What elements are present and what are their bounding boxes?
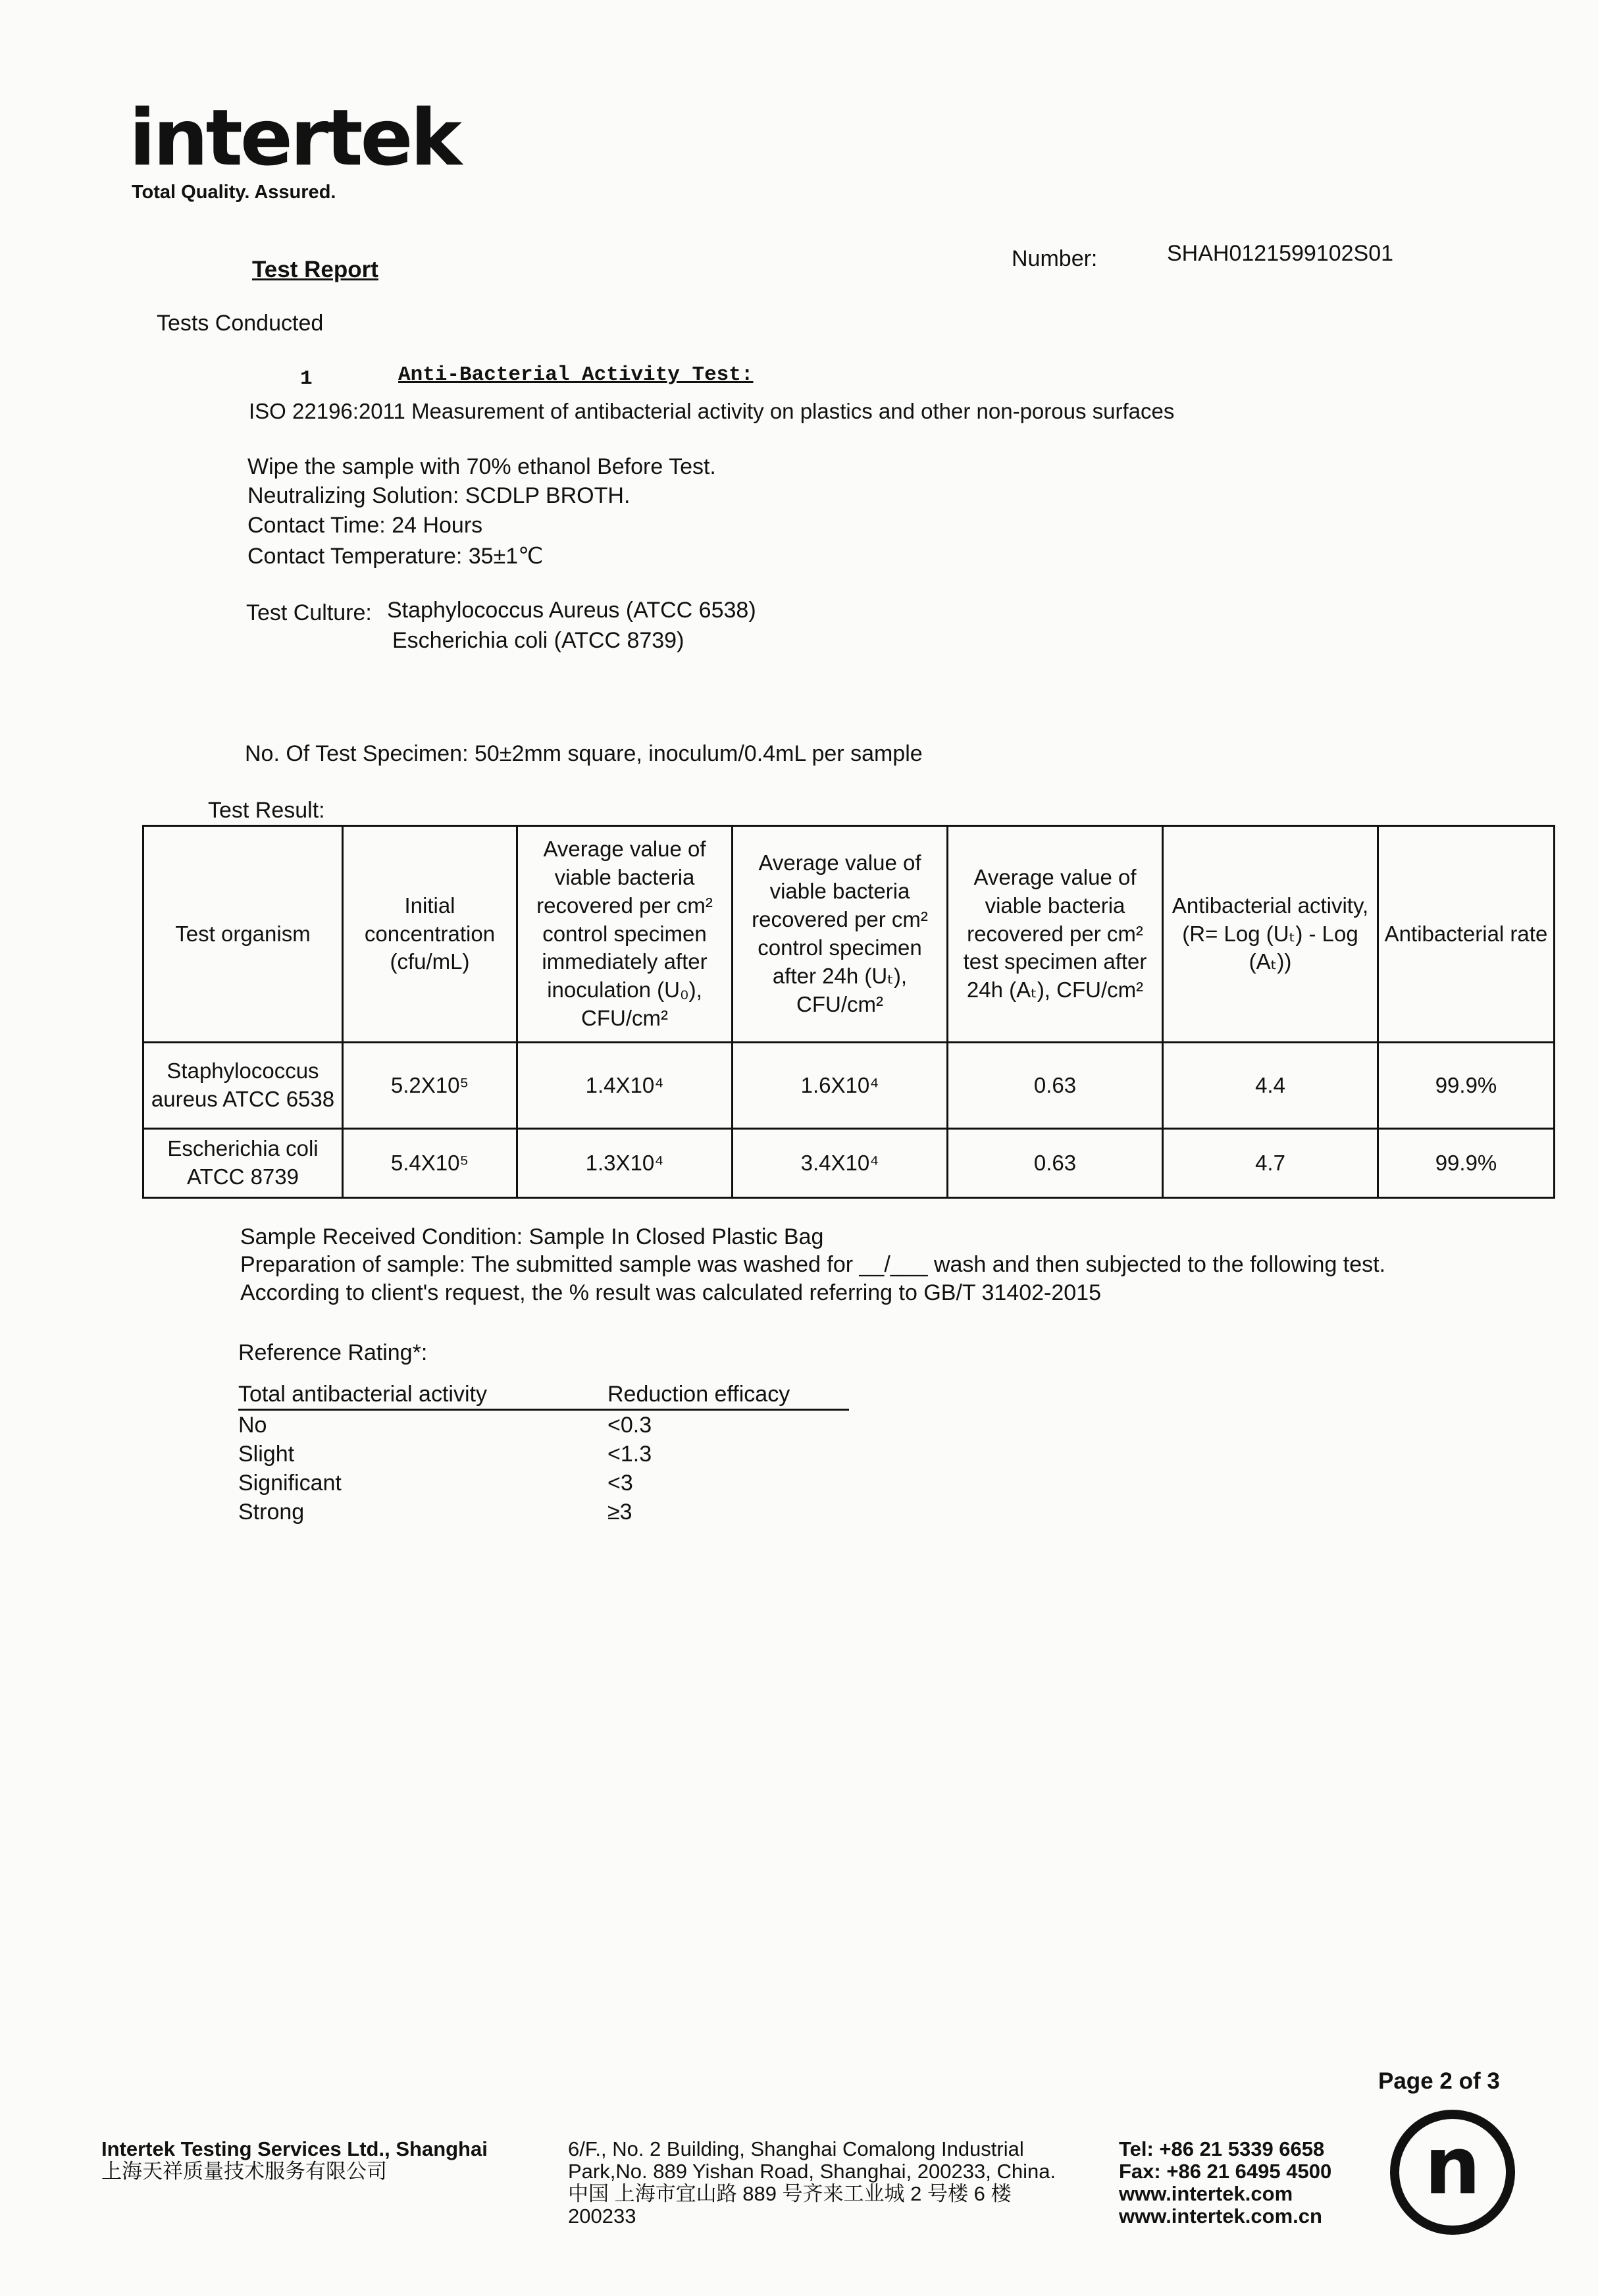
cell-activity: 4.7 (1163, 1129, 1378, 1198)
footer-address (568, 2138, 1056, 2228)
condition-neutralizing: Neutralizing Solution: SCDLP BROTH. (247, 483, 631, 508)
cell-u0: 1.3X10⁴ (517, 1129, 733, 1198)
header-u0: Average value of viable bacteria recovered per cm² control specimen immediately after inoculation (U₀), CFU/cm² (517, 826, 733, 1043)
table-row (143, 1129, 1555, 1198)
footer-company (101, 2138, 488, 2183)
culture-2: Escherichia coli (ATCC 8739) (392, 628, 684, 653)
cell-initial: 5.2X10⁵ (343, 1043, 517, 1129)
address-line: Park,No. 889 Yishan Road, Shanghai, 200233, China. (568, 2160, 1056, 2183)
header-antibacterial-activity: Antibacterial activity, (R= Log (Uₜ) - Log (Aₜ)) (1163, 826, 1378, 1043)
cell-organism: Escherichia coli ATCC 8739 (143, 1129, 343, 1198)
note-preparation: Preparation of sample: The submitted sample was washed for __/___ wash and then subjected to the following test. (240, 1252, 1386, 1277)
page-number: Page 2 of 3 (1378, 2068, 1500, 2094)
list-item (238, 1469, 849, 1498)
test-result-label: Test Result: (208, 798, 325, 823)
fax: Fax: +86 21 6495 4500 (1119, 2160, 1332, 2183)
address-line: 6/F., No. 2 Building, Shanghai Comalong Industrial (568, 2137, 1024, 2160)
tagline: Total Quality. Assured. (132, 182, 336, 203)
table-row (143, 1043, 1555, 1129)
cell-at: 0.63 (948, 1043, 1163, 1129)
address-line: 200233 (568, 2205, 636, 2228)
ref-level: Slight (238, 1441, 295, 1467)
cell-at: 0.63 (948, 1129, 1163, 1198)
address-line: 中国 上海市宜山路 889 号齐来工业城 2 号楼 6 楼 (568, 2182, 1012, 2205)
test-title: Anti-Bacterial Activity Test: (398, 363, 754, 386)
cell-activity: 4.4 (1163, 1043, 1378, 1129)
report-title: Test Report (252, 257, 378, 282)
ref-level: No (238, 1412, 267, 1438)
test-standard: ISO 22196:2011 Measurement of antibacterial activity on plastics and other non-porous surfaces (249, 399, 1175, 423)
ref-col2-header: Reduction efficacy (607, 1380, 849, 1410)
note-client-request: According to client's request, the % result was calculated referring to GB/T 31402-2015 (240, 1280, 1102, 1305)
website-link[interactable]: www.intertek.com (1119, 2182, 1293, 2205)
company-name: Intertek Testing Services Ltd., Shanghai (101, 2137, 488, 2160)
list-item (238, 1498, 849, 1526)
header-antibacterial-rate: Antibacterial rate (1378, 826, 1555, 1043)
intertek-mark-icon (1390, 2110, 1515, 2235)
results-table (142, 825, 1555, 1199)
intertek-logo: intertek (129, 92, 459, 183)
ref-level: Strong (238, 1499, 305, 1525)
cell-rate: 99.9% (1378, 1129, 1555, 1198)
note-sample-received: Sample Received Condition: Sample In Closed Plastic Bag (240, 1224, 824, 1249)
condition-contact-temp: Contact Temperature: 35±1℃ (247, 544, 544, 569)
list-item (238, 1410, 849, 1440)
condition-contact-time: Contact Time: 24 Hours (247, 513, 483, 538)
reference-table (238, 1380, 849, 1526)
ref-value: <1.3 (607, 1441, 652, 1467)
cell-u0: 1.4X10⁴ (517, 1043, 733, 1129)
website-cn-link[interactable]: www.intertek.com.cn (1119, 2205, 1322, 2228)
cell-initial: 5.4X10⁵ (343, 1129, 517, 1198)
report-number: SHAH0121599102S01 (1167, 241, 1394, 266)
header-ut: Average value of viable bacteria recovered per cm² control specimen after 24h (Uₜ), CFU/cm² (733, 826, 948, 1043)
header-initial-concentration: Initial concentration (cfu/mL) (343, 826, 517, 1043)
header-test-organism: Test organism (143, 826, 343, 1043)
culture-label: Test Culture: (246, 600, 372, 625)
specimen-info: No. Of Test Specimen: 50±2mm square, inoculum/0.4mL per sample (245, 741, 923, 766)
company-name-cn: 上海天祥质量技术服务有限公司 (101, 2160, 387, 2183)
tests-conducted-label: Tests Conducted (157, 311, 324, 336)
table-header-row (143, 826, 1555, 1043)
reference-title: Reference Rating*: (238, 1340, 428, 1365)
ref-value: ≥3 (607, 1499, 632, 1525)
header-at: Average value of viable bacteria recovered per cm² test specimen after 24h (Aₜ), CFU/cm² (948, 826, 1163, 1043)
ref-level: Significant (238, 1470, 342, 1496)
list-item (238, 1440, 849, 1469)
cell-organism: Staphylococcus aureus ATCC 6538 (143, 1043, 343, 1129)
cell-ut: 1.6X10⁴ (733, 1043, 948, 1129)
test-index: 1 (300, 367, 313, 390)
number-label: Number: (1012, 246, 1098, 271)
ref-value: <0.3 (607, 1412, 652, 1438)
ref-col1-header: Total antibacterial activity (238, 1380, 607, 1410)
cell-rate: 99.9% (1378, 1043, 1555, 1129)
culture-1: Staphylococcus Aureus (ATCC 6538) (387, 598, 756, 623)
footer-contact (1119, 2138, 1331, 2228)
mark-letter: n (1424, 2121, 1481, 2213)
ref-value: <3 (607, 1470, 633, 1496)
condition-ethanol: Wipe the sample with 70% ethanol Before Test. (247, 454, 716, 479)
cell-ut: 3.4X10⁴ (733, 1129, 948, 1198)
phone: Tel: +86 21 5339 6658 (1119, 2137, 1325, 2160)
